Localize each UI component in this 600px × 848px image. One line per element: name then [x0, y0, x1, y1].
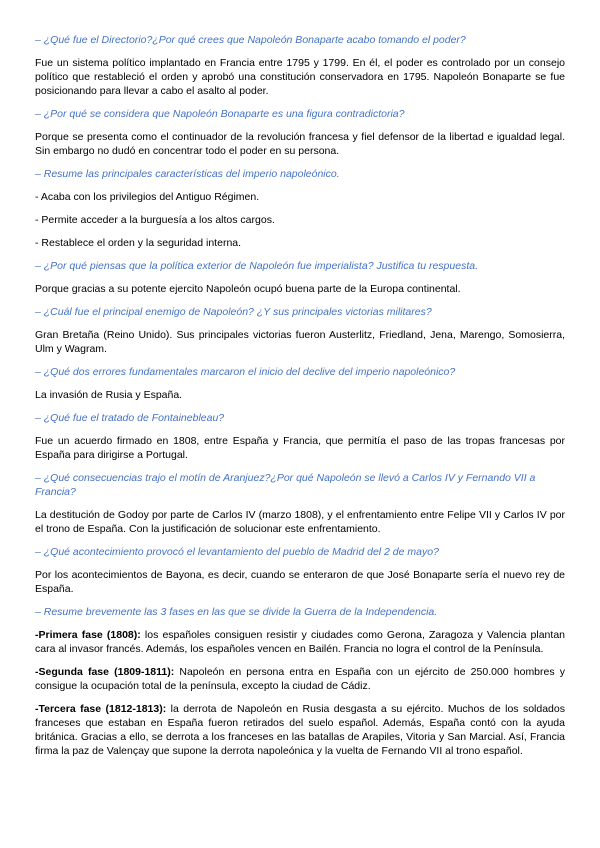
phase-paragraph: [35, 665, 565, 693]
question-heading: – Resume brevemente las 3 fases en las que se divide la Guerra de la Independencia.: [35, 606, 438, 618]
phase-text: los españoles consiguen resistir y ciudades como Gerona, Zaragoza y Valencia plantan cara al invasor francés. Además, los españoles vencen en Bailén. Francia no logra el control de la Península.: [35, 629, 565, 655]
phase-label: -Tercera fase (1812-1813):: [35, 703, 167, 715]
phase-label: -Segunda fase (1809-1811):: [35, 666, 175, 678]
question-heading: – ¿Qué acontecimiento provocó el levantamiento del pueblo de Madrid del 2 de mayo?: [35, 546, 439, 558]
question-heading: – ¿Por qué piensas que la política exterior de Napoleón fue imperialista? Justifica tu respuesta.: [35, 260, 478, 272]
phase-paragraph: [35, 628, 565, 656]
phase-paragraph: [35, 702, 565, 758]
list-item: - Permite acceder a la burguesía a los altos cargos.: [35, 214, 275, 226]
answer-paragraph: Fue un sistema político implantado en Francia entre 1795 y 1799. En él, el poder es controlado por un consejo político que restableció el orden y aprobó una constitución conservadora en 1795. Napoleón Bonaparte se fue posicionando para llevar a cabo el asalto al poder.: [35, 57, 565, 97]
question-heading: – ¿Qué consecuencias trajo el motín de Aranjuez?¿Por qué Napoleón se llevó a Carlos IV y Fernando VII a Francia?: [35, 472, 536, 498]
phase-text: la derrota de Napoleón en Rusia desgasta a su ejército. Muchos de los soldados franceses que estaban en España fueron retirados del suelo español. Además, España contó con la ayuda británica. Gracias a ello, se derrota a los franceses en las batallas de Arapiles, Vitoria y San Marcial. Así, Francia firma la paz de Valençay que supone la derrota napoleónica y la vuelta de Fernando VII al trono español.: [35, 703, 565, 757]
document-page: [35, 33, 565, 767]
question-heading: – ¿Por qué se considera que Napoleón Bonaparte es una figura contradictoria?: [35, 108, 405, 120]
answer-paragraph: Fue un acuerdo firmado en 1808, entre España y Francia, que permitía el paso de las tropas francesas por España para dirigirse a Portugal.: [35, 435, 565, 461]
answer-paragraph: Porque se presenta como el continuador de la revolución francesa y fiel defensor de la libertad e igualdad legal. Sin embargo no dudó en concentrar todo el poder en su persona.: [35, 131, 565, 157]
phase-label: -Primera fase (1808):: [35, 629, 141, 641]
answer-paragraph: La destitución de Godoy por parte de Carlos IV (marzo 1808), y el enfrentamiento entre Felipe VII y Carlos IV por el trono de España. Con la justificación de solucionar este enfrentamiento.: [35, 509, 565, 535]
phase-text: Napoleón en persona entra en España con un ejército de 250.000 hombres y consigue la ocupación total de la península, excepto la ciudad de Cádiz.: [35, 666, 565, 692]
list-item: - Restablece el orden y la seguridad interna.: [35, 237, 242, 249]
question-heading: – Resume las principales características del imperio napoleónico.: [35, 168, 340, 180]
question-heading: – ¿Qué dos errores fundamentales marcaron el inicio del declive del imperio napoleónico?: [35, 366, 456, 378]
list-item: - Acaba con los privilegios del Antiguo Régimen.: [35, 191, 260, 203]
question-heading: – ¿Cuál fue el principal enemigo de Napoleón? ¿Y sus principales victorias militares?: [35, 306, 432, 318]
answer-paragraph: Gran Bretaña (Reino Unido). Sus principales victorias fueron Austerlitz, Friedland, Jena, Marengo, Somosierra, Ulm y Wagram.: [35, 329, 565, 355]
question-heading: – ¿Qué fue el tratado de Fontainebleau?: [35, 412, 225, 424]
answer-paragraph: Por los acontecimientos de Bayona, es decir, cuando se enteraron de que José Bonaparte sería el nuevo rey de España.: [35, 569, 565, 595]
answer-paragraph: La invasión de Rusia y España.: [35, 389, 183, 401]
question-heading: – ¿Qué fue el Directorio?¿Por qué crees que Napoleón Bonaparte acabo tomando el poder?: [35, 34, 466, 46]
answer-paragraph: Porque gracias a su potente ejercito Napoleón ocupó buena parte de la Europa continental.: [35, 283, 461, 295]
